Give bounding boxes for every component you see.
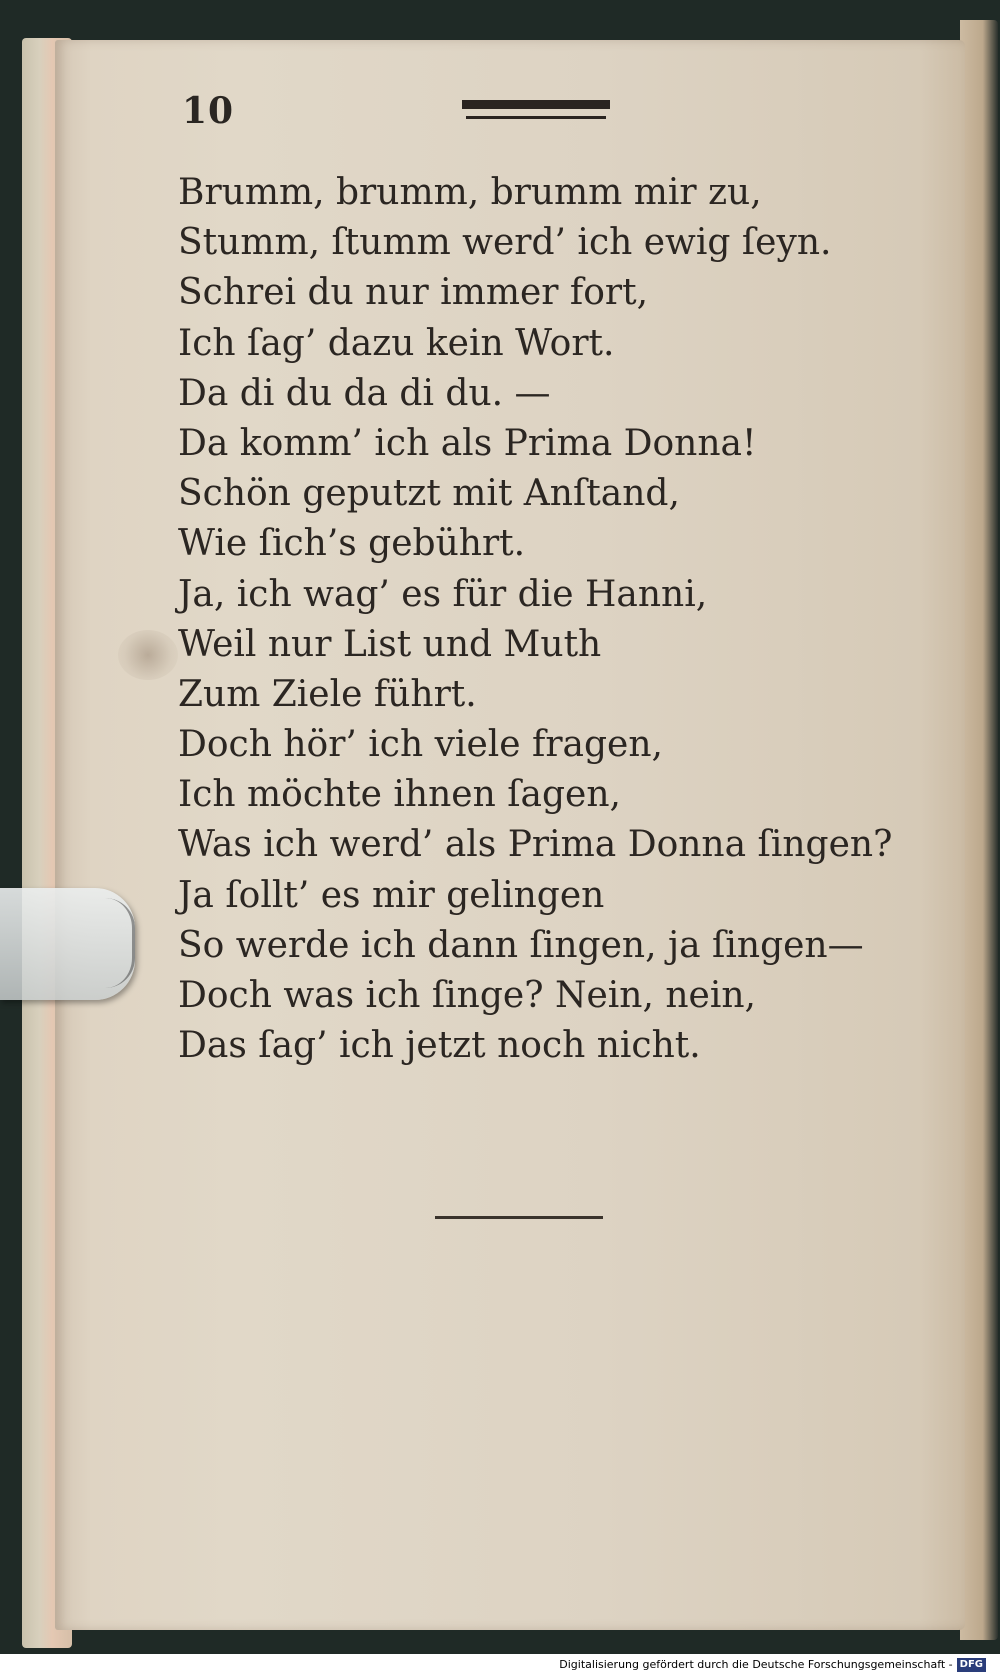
page-stain [118,630,178,680]
verse-line: Schön geputzt mit Anſtand, [178,473,680,515]
verse-line: Ja ſollt’ es mir gelingen [178,874,605,916]
verse-text [178,168,898,1071]
verse-line: Da komm’ ich als Prima Donna! [178,422,757,464]
verse-line: Doch hör’ ich viele fragen, [178,724,663,766]
verse-line: Ja, ich wag’ es für die Hanni, [178,573,708,615]
verse-line: Das ſag’ ich jetzt noch nicht. [178,1025,701,1067]
verse-line: So werde ich dann ſingen, ja ſingen— [178,924,864,966]
verse-line: Doch was ich ſinge? Nein, nein, [178,975,756,1016]
verse-line: Zum Ziele führt. [178,673,477,715]
page-clip [0,888,135,1000]
page-number: 10 [182,90,235,132]
verse-line: Brumm, brumm, brumm mir zu, [178,172,762,213]
verse-line: Weil nur List und Muth [178,623,602,665]
verse-line: Wie ſich’s gebührt. [178,523,526,565]
book-right-edge [960,20,998,1640]
header-rule-thick [462,100,610,109]
verse-line: Da di du da di du. — [178,372,551,414]
footer-credit [553,1654,992,1676]
verse-line: Schrei du nur immer fort, [178,272,649,314]
dfg-logo: DFG [957,1658,986,1672]
verse-line: Stumm, ſtumm werd’ ich ewig ſeyn. [178,222,832,264]
page-clip-edge [92,898,135,988]
verse-line: Ich möchte ihnen ſagen, [178,774,621,816]
verse-line: Was ich werd’ als Prima Donna ſingen? [178,824,893,866]
verse-line: Ich ſag’ dazu kein Wort. [178,322,615,364]
end-rule [435,1216,603,1219]
footer-credit-text: Digitalisierung gefördert durch die Deutsche Forschungsgemeinschaft - [559,1658,953,1671]
header-rule-thin [466,116,606,119]
header-rule [462,100,610,124]
